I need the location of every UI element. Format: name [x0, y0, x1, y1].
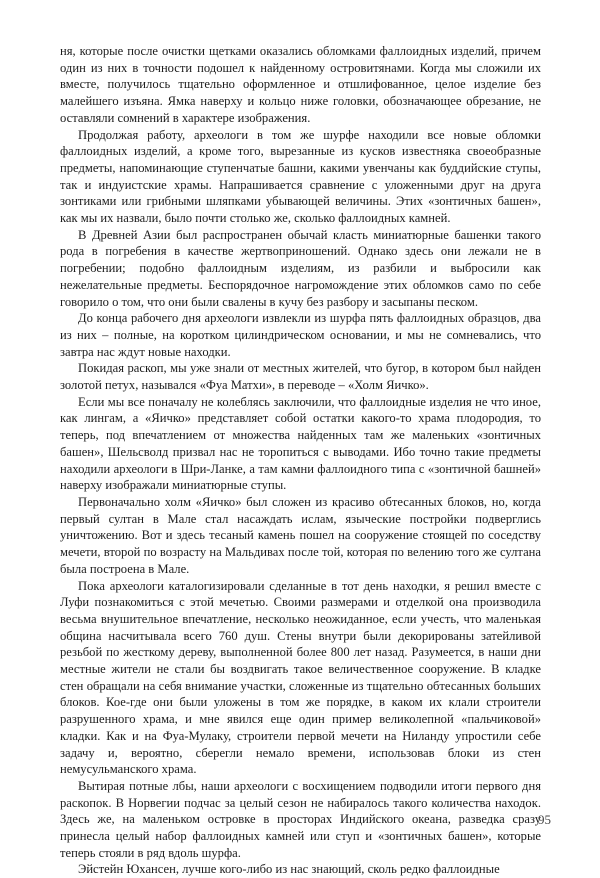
- paragraph: Вытирая потные лбы, наши археологи с восхищением подводили итоги первого дня раскопок. В Норвегии подчас за целый сезон не набиралось такого количества находок. Здесь же, на маленьком островке в просторах Индийского океана, разведка сразу принесла целый набор фаллоидных камней или ступ и «зонтичных башен», которые теперь стояли в ряд вдоль шурфа.: [60, 778, 541, 860]
- paragraph-last: Эйстейн Юхансен, лучше кого-либо из нас знающий, сколь редко фаллоидные: [78, 862, 500, 877]
- paragraph: Продолжая работу, археологи в том же шурфе находили все новые обломки фаллоидных изделий, а кроме того, вырезанные из кусков известняка своеобразные предметы, напоминающие ступенчатые башни, какими увенчаны как буддийские ступы, так и индуистские храмы. Напрашивается сравнение с уложенными друг на друга зонтиками или грибными шляпками убывающей величины. Этих «зонтичных башен», как мы их назвали, было почти столько же, сколько фаллоидных камней.: [60, 127, 541, 226]
- paragraph: Если мы все поначалу не колеблясь заключили, что фаллоидные изделия не что иное, как лингам, а «Яичко» представляет собой остатки какого-то храма плодородия, то теперь, под впечатлением от множества найденных там же маленьких «зонтичных башен», Шельсволд призвал нас не торопиться с выводами. Ибо точно такие предметы находили археологи в Шри-Ланке, а там камни фаллоидного типа с «зонтичной башней» наверху изображали миниатюрные ступы.: [60, 394, 541, 493]
- paragraph-continued: ня, которые после очистки щетками оказались обломками фаллоидных изделий, причем один из них в точности подошел к найденному островитянами. Когда мы сложили их вместе, получилось тщательно оформленное и отшлифованное, целое изделие без малейшего изъяна. Ямка наверху и кольцо ниже головки, обозначающее обрезание, не оставляли сомнений в характере изображения.: [60, 44, 541, 125]
- paragraph: Покидая раскоп, мы уже знали от местных жителей, что бугор, в котором был найден золотой петух, называлcя «Фуа Матхи», в переводе – «Холм Яичко».: [60, 361, 541, 393]
- paragraph: Пока археологи каталогизировали сделанные в тот день находки, я решил вместе с Луфи познакомиться с этой мечетью. Своими размерами и отделкой она производила весьма внушительное впечатление, несколько неожиданное, если учесть, что маленькая община насчитывала всего 760 душ. Стены внутри были декорированы затейливой резьбой по жесткому дереву, выполненной более 800 лет назад. Разумеется, в наши дни местные жители не стали бы воздвигать такое величественное сооружение. В кладке стен обращали на себя внимание участки, сложенные из тщательно обтесанных больших блоков. Кое-где они были уложены в том же порядке, в каком их клали строители разрушенного храма, и мне явился еще один пример великолепной «пальчиковой» кладки. Как и на Фуа-Мулаку, строители первой мечети на Ниланду упростили себе задачу и, вероятно, сберегли немало времени, использовав блоки из стен немусульманского храма.: [60, 578, 541, 777]
- page-number: 95: [538, 812, 551, 827]
- paragraph: Первоначально холм «Яичко» был сложен из красиво обтесанных блоков, но, когда первый султан в Мале стал насаждать ислам, языческие постройки подверглись уничтожению. Вот и здесь тесаный камень пошел на сооружение стоящей по соседству мечети, второй по возрасту на Мальдивах после той, которая по велению того же султана была построена в Мале.: [60, 494, 541, 576]
- paragraph: До конца рабочего дня археологи извлекли из шурфа пять фаллоидных образцов, два из них – полные, на коротком цилиндрическом основании, и мы не сомневались, что завтра нас ждут новые находки.: [60, 311, 541, 359]
- text-column: [60, 43, 541, 878]
- paragraph: В Древней Азии был распространен обычай класть миниатюрные башенки такого рода в погребения в качестве жертвоприношений. Однако здесь они лежали не в погребении; подобно фаллоидным изделиям, из разбили и выбросили как нежелательные предметы. Беспорядочное нагромождение этих обломков само по себе говорило о том, что они были свалены в кучу без разбору и засыпаны песком.: [60, 227, 541, 309]
